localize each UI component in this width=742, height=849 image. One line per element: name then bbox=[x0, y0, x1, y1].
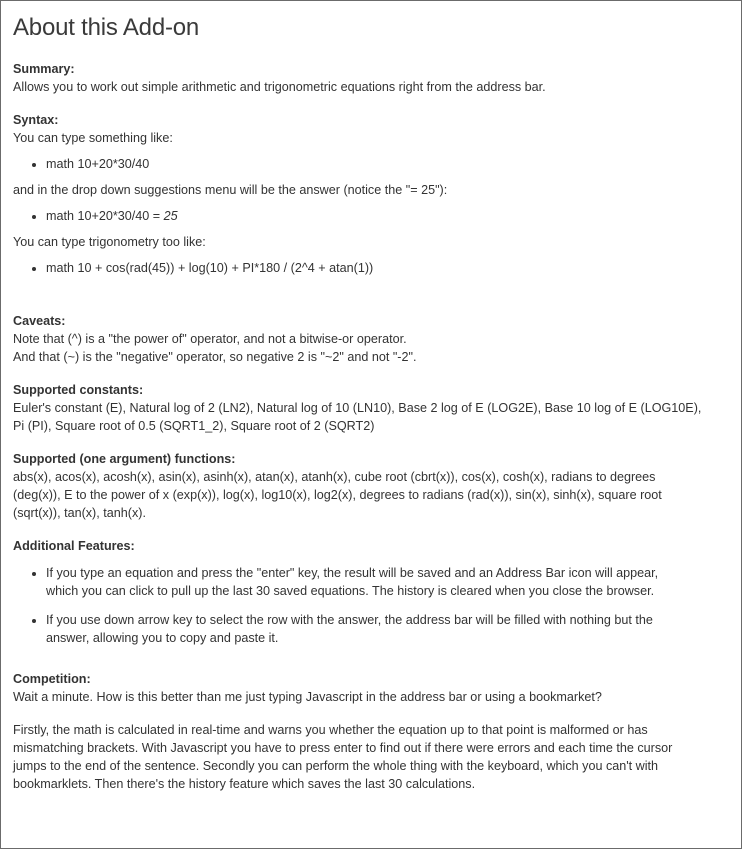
feature-item-arrow-key bbox=[46, 611, 729, 647]
feature-item-history bbox=[46, 564, 729, 600]
caveats-heading: Caveats: bbox=[13, 314, 66, 328]
functions-line-2: (deg(x)), E to the power of x (exp(x)), log(x), log10(x), log2(x), degrees to radians (rad(x)), sin(x), sinh(x), square root bbox=[13, 488, 662, 502]
constants-line-2: Pi (PI), Square root of 0.5 (SQRT1_2), Square root of 2 (SQRT2) bbox=[13, 419, 375, 433]
syntax-example-list-2 bbox=[13, 207, 729, 225]
constants-heading: Supported constants: bbox=[13, 383, 144, 397]
functions-line-3: (sqrt(x)), tan(x), tanh(x). bbox=[13, 506, 146, 520]
summary-heading: Summary: bbox=[13, 62, 75, 76]
competition-paragraph-line-2: mismatching brackets. With Javascript you have to press enter to find out if there were errors and each time the cursor bbox=[13, 741, 673, 755]
competition-paragraph-line-3: jumps to the end of the sentence. Secondly you can perform the whole thing with the keyboard, which you can't with bbox=[13, 759, 659, 773]
summary-text: Allows you to work out simple arithmetic and trigonometric equations right from the address bar. bbox=[13, 80, 546, 94]
feature-item-arrow-key-line-2: answer, allowing you to copy and paste it. bbox=[46, 631, 279, 645]
syntax-example-list-1 bbox=[13, 155, 729, 173]
syntax-example-2 bbox=[46, 207, 729, 225]
competition-question: Wait a minute. How is this better than me just typing Javascript in the address bar or using a bookmarket? bbox=[13, 690, 602, 704]
syntax-trig-intro: You can type trigonometry too like: bbox=[13, 235, 206, 249]
feature-item-history-line-1: If you type an equation and press the "enter" key, the result will be saved and an Address Bar icon will appear, bbox=[46, 566, 659, 580]
features-heading: Additional Features: bbox=[13, 539, 135, 553]
constants-line-1: Euler's constant (E), Natural log of 2 (LN2), Natural log of 10 (LN10), Base 2 log of E (LOG2E), Base 10 log of E (LOG10E), bbox=[13, 401, 702, 415]
feature-item-arrow-key-line-1: If you use down arrow key to select the row with the answer, the address bar will be filled with nothing but the bbox=[46, 613, 653, 627]
syntax-example-3: • math 10 + cos(rad(45)) + log(10) + PI*180 / (2^4 + atan(1)) bbox=[46, 259, 729, 277]
syntax-example-2-answer: 25 bbox=[163, 209, 178, 223]
feature-item-history-line-2: which you can click to pull up the last 30 saved equations. The history is cleared when you close the browser. bbox=[46, 584, 655, 598]
caveats-line-1: Note that (^) is a "the power of" operator, and not a bitwise-or operator. bbox=[13, 332, 407, 346]
syntax-heading: Syntax: bbox=[13, 113, 59, 127]
syntax-example-list-3 bbox=[13, 259, 729, 277]
competition-paragraph-line-4: bookmarklets. Then there's the history feature which saves the last 30 calculations. bbox=[13, 777, 476, 791]
page-title: About this Add-on bbox=[13, 14, 200, 41]
competition-heading: Competition: bbox=[13, 672, 91, 686]
syntax-example-1: • math 10+20*30/40 bbox=[46, 155, 729, 173]
caveats-line-2: And that (~) is the "negative" operator, so negative 2 is "~2" and not "-2". bbox=[13, 350, 417, 364]
features-list bbox=[13, 564, 729, 647]
functions-line-1: abs(x), acos(x), acosh(x), asin(x), asinh(x), atan(x), atanh(x), cube root (cbrt(x)), cos(x), cosh(x), radians to degrees bbox=[13, 470, 656, 484]
functions-heading: Supported (one argument) functions: bbox=[13, 452, 236, 466]
competition-paragraph-line-1: Firstly, the math is calculated in real-time and warns you whether the equation up to that point is malformed or has bbox=[13, 723, 648, 737]
syntax-intro: You can type something like: bbox=[13, 131, 173, 145]
syntax-middle-text: and in the drop down suggestions menu will be the answer (notice the "= 25"): bbox=[13, 183, 448, 197]
syntax-example-2-expr: math 10+20*30/40 = bbox=[46, 209, 164, 223]
